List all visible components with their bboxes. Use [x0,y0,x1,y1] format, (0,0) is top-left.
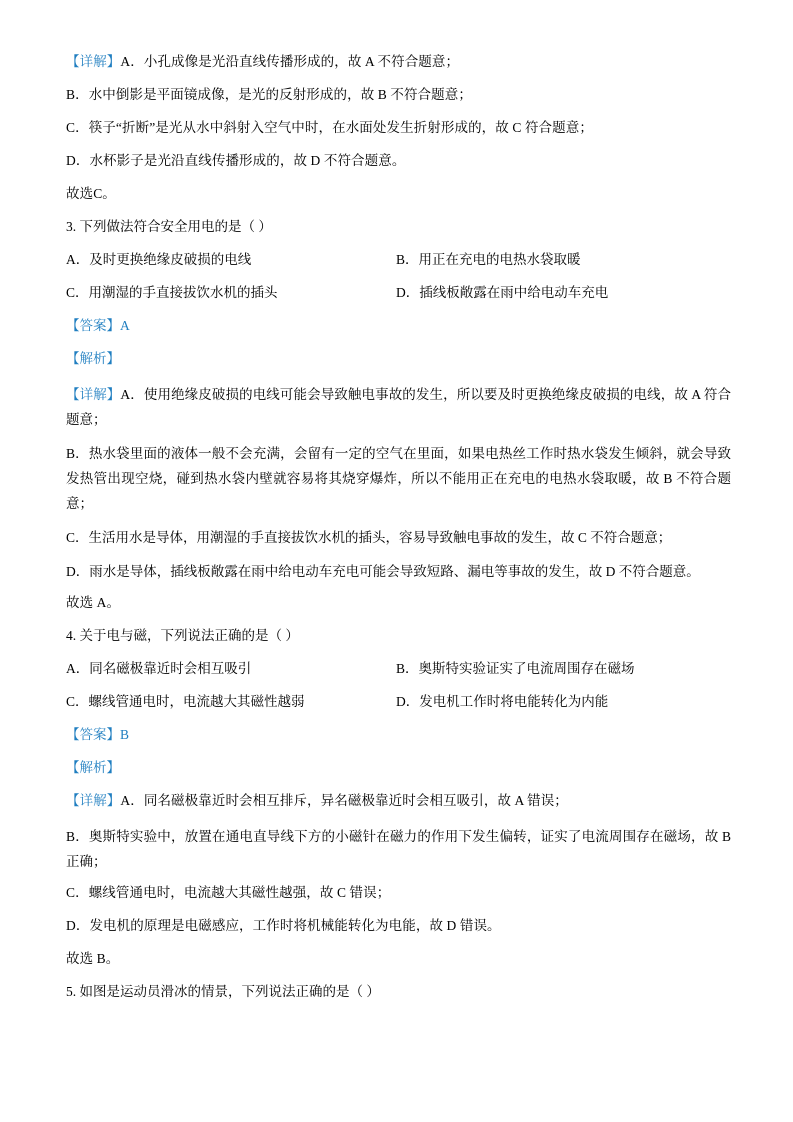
question-text: 下列做法符合安全用电的是（ ） [79,219,272,234]
question-4-options-row-2 [66,692,731,712]
detail-text: A．同名磁极靠近时会相互排斥，异名磁极靠近时会相互吸引，故 A 错误； [120,793,568,808]
question-3-options-row-2 [66,283,731,303]
detail-text: A．使用绝缘皮破损的电线可能会导致触电事故的发生，所以要及时更换绝缘皮破损的电线，故 A 符合题意； [66,387,732,427]
option-a: A．及时更换绝缘皮破损的电线 [66,252,252,267]
detail-tag: 【详解】 [66,793,121,808]
detail-tag: 【详解】 [66,387,121,402]
option-explanation-d-3: D．雨水是导体，插线板敞露在雨中给电动车充电可能会导致短路、漏电等事故的发生，故 D 不符合题意。 [66,564,700,579]
detail-paragraph-4 [66,791,731,811]
answer-line-3 [66,316,731,336]
option-b: B．用正在充电的电热水袋取暖 [396,252,581,267]
option-c: C．用潮湿的手直接拔饮水机的插头 [66,285,278,300]
answer-value: A [120,318,130,333]
question-3-options-row-1 [66,250,731,270]
detail-paragraph-3 [66,382,731,432]
option-explanation-d: D．水杯影子是光沿直线传播形成的，故 D 不符合题意。 [66,153,406,168]
analysis-tag: 【解析】 [66,351,120,366]
option-explanation-b-4: B．奥斯特实验中，放置在通电直导线下方的小磁针在磁力的作用下发生偏转，证实了电流周围存在磁场，故 B 正确； [66,829,731,869]
option-d: D．发电机工作时将电能转化为内能 [396,694,609,709]
question-4-options-row-1 [66,659,731,679]
analysis-line-4 [66,758,731,778]
answer-line-4 [66,725,731,745]
answer-tag: 【答案】 [66,727,120,742]
conclusion-line: 故选C。 [66,186,116,201]
option-explanation-d-4: D．发电机的原理是电磁感应，工作时将机械能转化为电能，故 D 错误。 [66,918,501,933]
question-number: 5. [66,984,77,999]
option-a: A．同名磁极靠近时会相互吸引 [66,661,252,676]
option-c: C．螺线管通电时，电流越大其磁性越弱 [66,694,305,709]
option-explanation-c: C．筷子“折断”是光从水中斜射入空气中时，在水面处发生折射形成的，故 C 符合题意； [66,120,593,135]
detail-tag: 【详解】 [66,54,121,69]
option-b: B．奥斯特实验证实了电流周围存在磁场 [396,661,635,676]
question-5 [66,982,731,1002]
answer-tag: 【答案】 [66,318,120,333]
question-text: 如图是运动员滑冰的情景，下列说法正确的是（ ） [79,984,380,999]
option-d: D．插线板敞露在雨中给电动车充电 [396,285,609,300]
question-number: 3. [66,219,77,234]
question-number: 4. [66,628,77,643]
analysis-line-3 [66,349,731,369]
analysis-tag: 【解析】 [66,760,120,775]
detail-paragraph [66,52,731,72]
answer-value: B [120,727,130,742]
option-explanation-c-4: C．螺线管通电时，电流越大其磁性越强，故 C 错误； [66,885,391,900]
question-text: 关于电与磁，下列说法正确的是（ ） [79,628,299,643]
option-explanation-b: B．水中倒影是平面镜成像，是光的反射形成的，故 B 不符合题意； [66,87,472,102]
detail-text: A．小孔成像是光沿直线传播形成的，故 A 不符合题意； [120,54,460,69]
question-3 [66,217,731,237]
conclusion-line-3: 故选 A。 [66,595,121,610]
option-explanation-c-3: C．生活用水是导体，用潮湿的手直接拔饮水机的插头，容易导致触电事故的发生，故 C 不符合题意； [66,530,672,545]
option-explanation-b-3: B．热水袋里面的液体一般不会充满，会留有一定的空气在里面，如果电热丝工作时热水袋发生倾斜，就会导致发热管出现空烧，碰到热水袋内壁就容易将其烧穿爆炸，所以不能用正在充电的电热水袋取暖，故 B 不符合题意； [66,446,731,511]
conclusion-line-4: 故选 B。 [66,951,120,966]
question-4 [66,626,731,646]
